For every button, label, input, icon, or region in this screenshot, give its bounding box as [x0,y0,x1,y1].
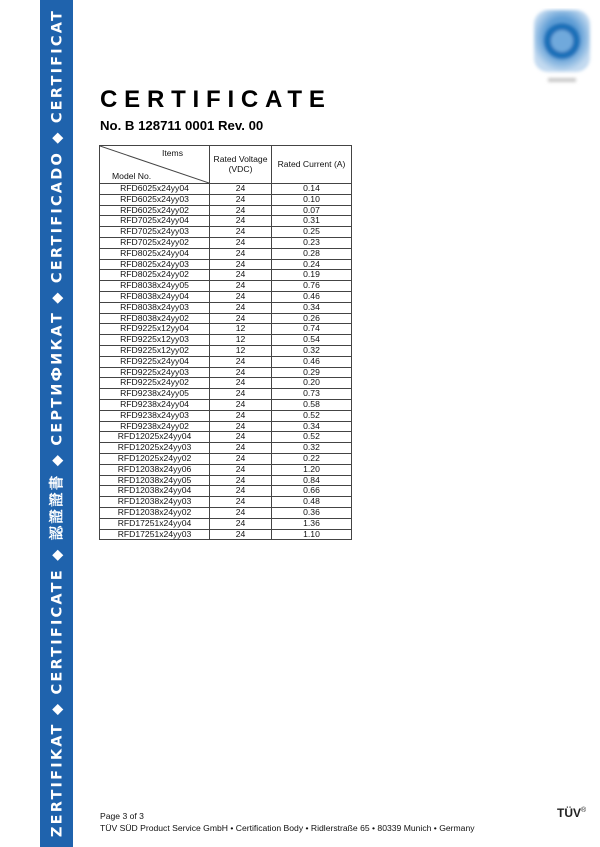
current-cell: 0.73 [272,389,352,400]
table-row [100,313,352,324]
table-row [100,237,352,248]
current-cell: 0.19 [272,270,352,281]
table-row [100,205,352,216]
table-row [100,184,352,195]
model-cell: RFD12038x24yy02 [100,507,210,518]
current-cell: 0.48 [272,497,352,508]
model-cell: RFD9238x24yy04 [100,399,210,410]
model-cell: RFD9238x24yy05 [100,389,210,400]
voltage-cell: 24 [210,259,272,270]
table-header-row [100,146,352,184]
model-cell: RFD17251x24yy04 [100,518,210,529]
model-cell: RFD8038x24yy05 [100,281,210,292]
table-body [100,184,352,540]
table-row [100,291,352,302]
current-cell: 0.84 [272,475,352,486]
voltage-cell: 24 [210,507,272,518]
table-row [100,518,352,529]
model-cell: RFD8025x24yy03 [100,259,210,270]
current-cell: 1.20 [272,464,352,475]
voltage-cell: 24 [210,464,272,475]
current-cell: 0.52 [272,432,352,443]
table-row [100,453,352,464]
voltage-cell: 24 [210,518,272,529]
model-cell: RFD8038x24yy02 [100,313,210,324]
table-row [100,356,352,367]
header-voltage: Rated Voltage (VDC) [210,146,272,184]
model-cell: RFD6025x24yy03 [100,194,210,205]
table-row [100,529,352,540]
voltage-cell: 24 [210,270,272,281]
current-cell: 0.28 [272,248,352,259]
model-cell: RFD12038x24yy05 [100,475,210,486]
voltage-cell: 24 [210,237,272,248]
table-row [100,216,352,227]
table-row [100,335,352,346]
model-cell: RFD12025x24yy03 [100,443,210,454]
current-cell: 0.36 [272,507,352,518]
current-cell: 1.10 [272,529,352,540]
voltage-cell: 12 [210,335,272,346]
current-cell: 0.10 [272,194,352,205]
model-cell: RFD8025x24yy02 [100,270,210,281]
voltage-cell: 12 [210,345,272,356]
voltage-cell: 24 [210,227,272,238]
table-row [100,486,352,497]
page-number: Page 3 of 3 [100,811,144,821]
certificate-number: No. B 128711 0001 Rev. 00 [100,118,264,133]
certificate-title: CERTIFICATE [100,86,332,113]
voltage-cell: 24 [210,432,272,443]
current-cell: 0.24 [272,259,352,270]
model-cell: RFD9225x24yy03 [100,367,210,378]
model-cell: RFD8038x24yy04 [100,291,210,302]
model-cell: RFD12038x24yy04 [100,486,210,497]
current-cell: 0.32 [272,443,352,454]
side-band-text: ZERTIFIKAT ◆ CERTIFICATE ◆ 認證證書 ◆ СЕРТИФИКАТ ◆ CERTIFICADO ◆ CERTIFICAT [49,8,66,838]
voltage-cell: 24 [210,378,272,389]
voltage-cell: 12 [210,324,272,335]
current-cell: 0.32 [272,345,352,356]
voltage-cell: 24 [210,194,272,205]
voltage-cell: 24 [210,281,272,292]
header-model-label: Model No. [112,171,152,182]
model-cell: RFD12025x24yy02 [100,453,210,464]
table-row [100,302,352,313]
voltage-cell: 24 [210,205,272,216]
voltage-cell: 24 [210,529,272,540]
table-row [100,507,352,518]
current-cell: 0.20 [272,378,352,389]
voltage-cell: 24 [210,248,272,259]
model-cell: RFD12025x24yy04 [100,432,210,443]
current-cell: 0.74 [272,324,352,335]
table-row [100,389,352,400]
voltage-cell: 24 [210,389,272,400]
voltage-cell: 24 [210,486,272,497]
voltage-cell: 24 [210,410,272,421]
footer-address: TÜV SÜD Product Service GmbH • Certification Body • Ridlerstraße 65 • 80339 Munich • Germany [100,823,475,833]
current-cell: 0.31 [272,216,352,227]
model-cell: RFD8025x24yy04 [100,248,210,259]
model-cell: RFD7025x24yy02 [100,237,210,248]
tuv-logo [557,806,586,820]
current-cell: 0.22 [272,453,352,464]
tuv-seal-icon [528,8,594,86]
table-row [100,367,352,378]
table-row [100,194,352,205]
current-cell: 0.26 [272,313,352,324]
voltage-cell: 24 [210,302,272,313]
header-items-model-cell [100,146,210,184]
model-cell: RFD9238x24yy03 [100,410,210,421]
model-cell: RFD9225x12yy04 [100,324,210,335]
table-row [100,248,352,259]
tuv-logo-text: TÜV [557,806,581,820]
current-cell: 0.29 [272,367,352,378]
table-row [100,345,352,356]
items-table [99,145,352,540]
table-row [100,324,352,335]
current-cell: 0.66 [272,486,352,497]
voltage-cell: 24 [210,356,272,367]
voltage-cell: 24 [210,291,272,302]
current-cell: 0.25 [272,227,352,238]
table-row [100,475,352,486]
voltage-cell: 24 [210,453,272,464]
voltage-cell: 24 [210,421,272,432]
current-cell: 0.58 [272,399,352,410]
current-cell: 0.23 [272,237,352,248]
voltage-cell: 24 [210,399,272,410]
table-row [100,432,352,443]
model-cell: RFD12038x24yy03 [100,497,210,508]
model-cell: RFD6025x24yy02 [100,205,210,216]
voltage-cell: 24 [210,216,272,227]
model-cell: RFD7025x24yy03 [100,227,210,238]
voltage-cell: 24 [210,184,272,195]
current-cell: 0.54 [272,335,352,346]
model-cell: RFD9225x24yy02 [100,378,210,389]
model-cell: RFD6025x24yy04 [100,184,210,195]
current-cell: 0.34 [272,421,352,432]
model-cell: RFD9225x12yy03 [100,335,210,346]
current-cell: 0.34 [272,302,352,313]
voltage-cell: 24 [210,367,272,378]
model-cell: RFD9225x12yy02 [100,345,210,356]
voltage-cell: 24 [210,443,272,454]
current-cell: 0.07 [272,205,352,216]
registered-mark: ® [581,807,587,814]
header-items-label: Items [161,148,183,158]
model-cell: RFD12038x24yy06 [100,464,210,475]
current-cell: 0.14 [272,184,352,195]
model-cell: RFD17251x24yy03 [100,529,210,540]
current-cell: 0.76 [272,281,352,292]
table-row [100,378,352,389]
table-row [100,497,352,508]
table-row [100,281,352,292]
current-cell: 0.46 [272,291,352,302]
table-row [100,443,352,454]
table-row [100,399,352,410]
voltage-cell: 24 [210,497,272,508]
table-row [100,421,352,432]
model-cell: RFD9238x24yy02 [100,421,210,432]
model-cell: RFD7025x24yy04 [100,216,210,227]
table-row [100,259,352,270]
current-cell: 0.52 [272,410,352,421]
table-row [100,410,352,421]
table-row [100,227,352,238]
table-row [100,270,352,281]
voltage-cell: 24 [210,313,272,324]
voltage-cell: 24 [210,475,272,486]
table-row [100,464,352,475]
model-cell: RFD9225x24yy04 [100,356,210,367]
header-current: Rated Current (A) [272,146,352,184]
model-cell: RFD8038x24yy03 [100,302,210,313]
current-cell: 0.46 [272,356,352,367]
current-cell: 1.36 [272,518,352,529]
